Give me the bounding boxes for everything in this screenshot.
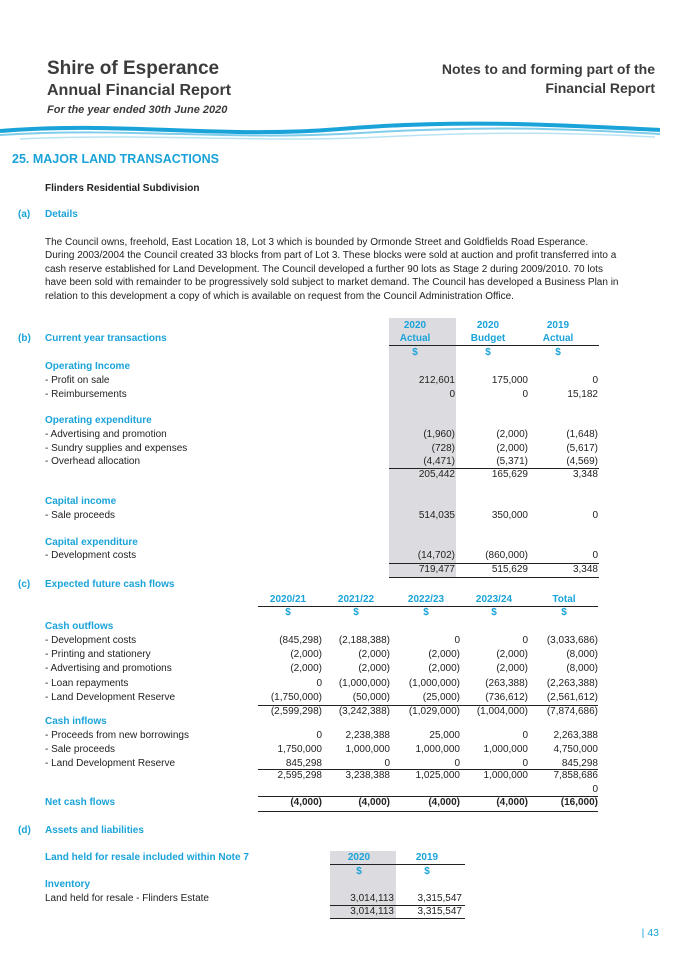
b-col-type: Actual (542, 333, 574, 344)
c-inflow-row-value: 4,750,000 (553, 744, 598, 756)
b-col-unit: $ (412, 347, 418, 358)
c-label: (c) (18, 579, 31, 590)
c-outflow-row-value: (2,000) (358, 649, 390, 661)
header-right-title (355, 60, 655, 98)
c-outflow-row-value: (2,263,388) (546, 677, 598, 689)
c-outflow-row-value: (1,750,000) (270, 691, 322, 703)
b-cap-exp-row-value: 0 (592, 550, 598, 561)
b-cap-total-value: 719,477 (418, 564, 455, 575)
c-inflow-row-label: - Proceeds from new borrowings (45, 730, 189, 741)
c-inflows-title: Cash inflows (45, 716, 107, 727)
c-outflows-total-value: (7,874,686) (546, 706, 598, 717)
c-outflow-row-label: - Development costs (45, 635, 137, 646)
c-outflow-row-value: 0 (522, 635, 528, 646)
c-outflows-total-value: (1,004,000) (476, 706, 528, 717)
c-inflow-row-value: 845,298 (561, 758, 598, 770)
b-op-exp-row-label: - Advertising and promotion (45, 429, 167, 440)
c-net-value: (4,000) (290, 797, 322, 808)
d-col-unit: $ (424, 866, 430, 877)
b-cap-exp-row-value: (860,000) (485, 550, 528, 561)
a-label: (a) (18, 209, 31, 220)
b-col-year: 2019 (546, 320, 570, 331)
c-outflow-row-label: - Loan repayments (45, 677, 129, 689)
c-inflow-row-value: 2,238,388 (345, 730, 390, 741)
b-col-type: Budget (470, 333, 506, 344)
c-col-header: Total (552, 594, 576, 605)
d-label: (d) (18, 825, 31, 836)
a-title: Details (45, 209, 78, 220)
c-inflows-total-value: 1,025,000 (415, 770, 460, 781)
b-op-total-value: 3,348 (572, 469, 598, 480)
org-name: Shire of Esperance (47, 58, 220, 79)
a-details-text: The Council owns, freehold, East Location 18, Lot 3 which is bounded by Ormonde Street and Goldfields Road Esperance. During 2003/2004 the Council created 33 blocks from part of Lot 3. These blocks were sold at auction and profit transferred into a cash reserve established for Land Development. The Council developed a further 90 lots as Stage 2 during 2009/2010. 70 lots have been sold with remainder to be progressively sold subject to market demand. The Council has developed a Business Plan in relation to this development a copy of which is available on request from the Council Administration Office. (45, 237, 619, 302)
b-col-year: 2020 (403, 320, 427, 331)
c-outflow-row-value: 0 (454, 635, 460, 646)
b-op-exp-row-value: (1,960) (423, 429, 455, 440)
c-inflow-row-value: 1,000,000 (345, 744, 390, 756)
b-op-income-row-value: 0 (522, 388, 528, 400)
c-net-title: Net cash flows (45, 797, 116, 808)
d-col-year: 2020 (347, 852, 371, 863)
b-op-exp-row-value: (4,471) (423, 456, 455, 468)
c-inflow-row-value: 845,298 (285, 758, 322, 770)
c-outflow-row-value: (50,000) (352, 691, 390, 703)
b-cap-exp-row-label: - Development costs (45, 550, 137, 561)
report-period: For the year ended 30th June 2020 (47, 104, 228, 116)
b-op-income-row-label: - Reimbursements (45, 388, 127, 400)
c-inflows-total-value: 3,238,388 (345, 770, 390, 781)
d-total-underline (330, 918, 465, 919)
c-outflow-row-value: (25,000) (422, 691, 460, 703)
c-outflow-row-value: (2,000) (290, 649, 322, 661)
c-col-header: 2022/23 (407, 594, 445, 605)
c-inflow-row-value: 0 (316, 730, 322, 741)
b-cap-total-underline (389, 577, 599, 578)
d-row-label: Land held for resale - Flinders Estate (45, 893, 209, 904)
c-net-value: (16,000) (560, 797, 598, 808)
c-inflow-row-value: 0 (454, 758, 460, 770)
b-op-exp-row-value: (5,617) (566, 442, 598, 454)
c-rounding-zero: 0 (592, 784, 598, 795)
c-inflow-row-value: 25,000 (429, 730, 460, 741)
c-outflow-row-value: (736,612) (485, 691, 528, 703)
c-inflow-row-label: - Sale proceeds (45, 744, 116, 756)
d-total-value: 3,315,547 (417, 906, 462, 917)
c-inflow-row-value: 2,263,388 (553, 730, 598, 741)
b-op-exp-row-value: (728) (431, 442, 455, 454)
b-op-income-row-value: 0 (592, 375, 598, 386)
c-outflows-total-value: (1,029,000) (408, 706, 460, 717)
b-cap-income-row-value: 514,035 (418, 510, 455, 521)
c-inflow-row-value: 0 (522, 730, 528, 741)
b-cap-exp-title: Capital expenditure (45, 537, 138, 548)
b-cap-total-value: 515,629 (491, 564, 528, 575)
c-col-header: 2020/21 (269, 594, 307, 605)
c-outflow-row-value: (2,000) (358, 663, 390, 675)
b-op-income-row-value: 212,601 (418, 375, 455, 386)
b-cap-income-row-value: 350,000 (491, 510, 528, 521)
d-total-value: 3,014,113 (350, 906, 394, 917)
c-net-value: (4,000) (428, 797, 460, 808)
d-col-year: 2019 (415, 852, 439, 863)
c-col-unit: $ (491, 607, 497, 618)
c-header-rule (258, 606, 598, 607)
c-net-value: (4,000) (496, 797, 528, 808)
c-inflow-row-value: 1,750,000 (277, 744, 322, 756)
b-op-income-row-label: - Profit on sale (45, 375, 110, 386)
c-inflow-row-value: 1,000,000 (483, 744, 528, 756)
d-row-value: 3,014,113 (350, 893, 394, 904)
c-col-unit: $ (353, 607, 359, 618)
c-outflow-row-value: (2,000) (496, 649, 528, 661)
section-subtitle: Flinders Residential Subdivision (45, 183, 200, 194)
c-outflow-row-value: (1,000,000) (408, 677, 460, 689)
c-outflow-row-value: (2,000) (428, 649, 460, 661)
c-outflow-row-value: (8,000) (566, 649, 598, 661)
c-col-unit: $ (423, 607, 429, 618)
b-op-total-value: 205,442 (418, 469, 455, 480)
b-op-exp-row-value: (4,569) (566, 456, 598, 468)
c-outflow-row-value: (845,298) (279, 635, 322, 646)
c-col-header: 2023/24 (475, 594, 513, 605)
b-op-income-title: Operating Income (45, 361, 131, 372)
header-wave-decoration (0, 117, 675, 147)
c-inflow-row-value: 0 (384, 758, 390, 770)
c-title: Expected future cash flows (45, 579, 175, 590)
b-label: (b) (18, 333, 31, 344)
c-inflows-total-value: 2,595,298 (277, 770, 322, 781)
b-op-exp-title: Operating expenditure (45, 415, 152, 426)
b-col-type: Actual (399, 333, 431, 344)
c-net-underline (258, 811, 598, 812)
c-inflows-total-value: 7,858,686 (553, 770, 598, 781)
header-right-line1: Notes to and forming part of the (441, 61, 655, 77)
c-outflow-row-value: (1,000,000) (338, 677, 390, 689)
c-outflow-row-value: (263,388) (485, 677, 528, 689)
b-op-exp-row-label: - Sundry supplies and expenses (45, 442, 188, 454)
c-outflow-row-label: - Advertising and promotions (45, 663, 172, 675)
c-col-unit: $ (285, 607, 291, 618)
c-outflow-row-value: 0 (316, 677, 322, 689)
b-op-exp-row-label: - Overhead allocation (45, 456, 141, 468)
c-net-value: (4,000) (358, 797, 390, 808)
d-title: Assets and liabilities (45, 825, 144, 836)
c-inflow-row-value: 1,000,000 (415, 744, 460, 756)
c-outflow-row-value: (2,188,388) (338, 635, 390, 646)
c-outflow-row-label: - Land Development Reserve (45, 691, 176, 703)
b-cap-income-row-value: 0 (592, 510, 598, 521)
report-title: Annual Financial Report (47, 82, 232, 99)
b-cap-exp-row-value: (14,702) (417, 550, 455, 561)
b-op-exp-row-value: (2,000) (496, 429, 528, 440)
c-outflow-row-value: (8,000) (566, 663, 598, 675)
b-header-rule (389, 345, 599, 346)
d-header-rule (330, 864, 465, 865)
c-outflow-row-value: (2,000) (428, 663, 460, 675)
header-right-line2: Financial Report (545, 80, 655, 96)
b-cap-total-value: 3,348 (572, 564, 598, 575)
d-col-unit: $ (356, 866, 362, 877)
page-number: | 43 (641, 927, 659, 939)
c-col-unit: $ (561, 607, 567, 618)
b-op-total-value: 165,629 (491, 469, 528, 480)
b-title: Current year transactions (45, 333, 167, 344)
c-outflow-row-value: (2,561,612) (546, 691, 598, 703)
b-op-exp-row-value: (2,000) (496, 442, 528, 454)
c-outflow-row-value: (3,033,686) (546, 635, 598, 646)
b-col-unit: $ (485, 347, 491, 358)
b-op-exp-row-value: (5,371) (496, 456, 528, 468)
c-col-header: 2021/22 (337, 594, 375, 605)
c-inflows-total-value: 1,000,000 (483, 770, 528, 781)
c-outflow-row-value: (2,000) (290, 663, 322, 675)
b-cap-income-title: Capital income (45, 496, 117, 507)
c-inflow-row-label: - Land Development Reserve (45, 758, 176, 770)
b-op-exp-row-value: (1,648) (566, 429, 598, 440)
c-inflow-row-value: 0 (522, 758, 528, 770)
c-outflow-row-value: (2,000) (496, 663, 528, 675)
d-inventory-title: Inventory (45, 879, 91, 890)
b-col-unit: $ (555, 347, 561, 358)
b-col-year: 2020 (476, 320, 500, 331)
d-table-title: Land held for resale included within Note 7 (45, 852, 249, 863)
c-outflows-title: Cash outflows (45, 621, 114, 632)
b-op-income-row-value: 175,000 (491, 375, 528, 386)
section-title: 25. MAJOR LAND TRANSACTIONS (12, 152, 219, 166)
b-op-income-row-value: 15,182 (567, 388, 598, 400)
b-cap-income-row-label: - Sale proceeds (45, 510, 116, 521)
d-row-value: 3,315,547 (417, 893, 462, 904)
c-outflows-total-value: (3,242,388) (338, 706, 390, 717)
b-op-income-row-value: 0 (449, 388, 455, 400)
c-outflow-row-label: - Printing and stationery (45, 649, 151, 661)
c-outflows-total-value: (2,599,298) (270, 706, 322, 717)
